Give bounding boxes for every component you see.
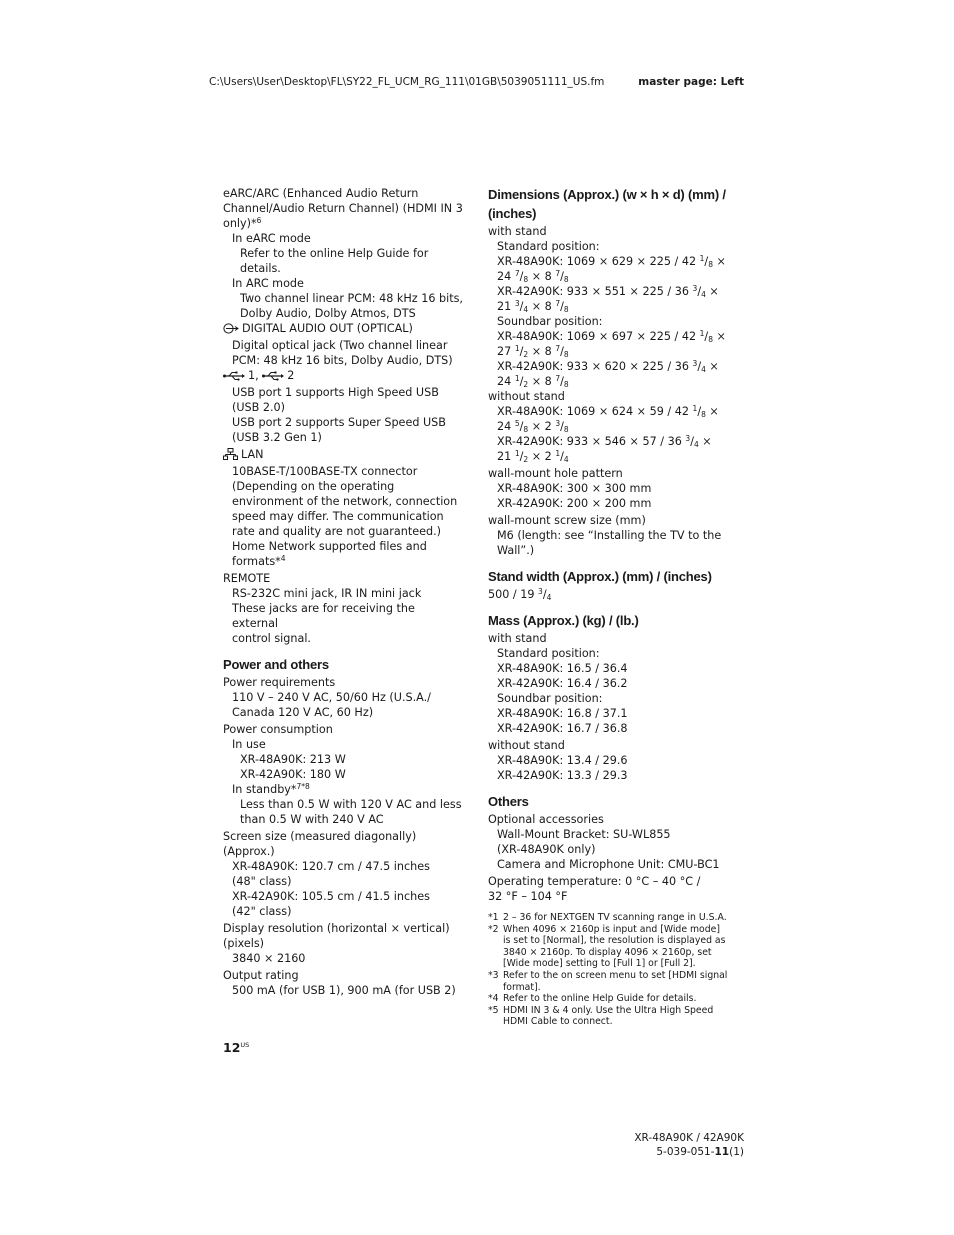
lan-desc-3: environment of the network, connection — [232, 495, 458, 508]
footnote: *5 HDMI IN 3 & 4 only. Use the Ultra High Speed HDMI Cable to connect. — [488, 1004, 714, 1028]
optical-label-row: DIGITAL AUDIO OUT (OPTICAL) — [223, 321, 463, 338]
dim-sb-42-b: 24 $^1/_2 \times 8$ $^7/_8$ — [497, 374, 569, 389]
page-number: $12^{US}$ — [223, 1040, 250, 1055]
power-req-1: 110 V – 240 V AC, 50/60 Hz (U.S.A./ — [232, 691, 431, 704]
footnote-ref: 7*8 — [296, 782, 310, 791]
arc-mode: In ARC mode — [232, 277, 304, 290]
standby-desc-1: Less than 0.5 W with 120 V AC and less — [240, 798, 462, 811]
power-42: XR-42A90K: 180 W — [240, 768, 346, 781]
mass-with-stand: with stand — [488, 632, 547, 645]
mass-without-stand: without stand — [488, 739, 565, 752]
dim-ws-48-a: XR-48A90K: 1069 × 624 × 59 / 42 $^1/_8$ × — [497, 404, 719, 419]
remote-desc-3: control signal. — [232, 632, 311, 645]
usb-label-row: 1, 2 — [223, 368, 463, 385]
usb-desc-1: USB port 1 supports High Speed USB — [232, 386, 439, 399]
screen-size-label: Screen size (measured diagonally) (Approx.) — [223, 830, 417, 858]
dim-sb-48-a: XR-48A90K: 1069 × 697 × 225 / 42 $^1/_8$ × — [497, 329, 726, 344]
screen-48-a: XR-48A90K: 120.7 cm / 47.5 inches — [232, 860, 430, 873]
power-48: XR-48A90K: 213 W — [240, 753, 346, 766]
output-rating-label: Output rating — [223, 969, 299, 982]
dim-ws-42-a: XR-42A90K: 933 × 546 × 57 / 36 $^3/_4$ × — [497, 434, 712, 449]
file-path: C:\Users\User\Desktop\FL\SY22_FL_UCM_RG_111\01GB\5039051111_US.fm — [209, 76, 605, 88]
wall-screw-label: wall-mount screw size (mm) — [488, 514, 646, 527]
footer-models: XR-48A90K / 42A90K — [634, 1132, 744, 1144]
lan-desc-7: formats*$^4$ — [232, 554, 286, 568]
display-res-1: Display resolution (horizontal × vertical) — [223, 922, 450, 935]
power-req-2: Canada 120 V AC, 60 Hz) — [232, 706, 374, 719]
lan-desc-5: rate and quality are not guaranteed.) — [232, 525, 442, 538]
earc-mode: In eARC mode — [232, 232, 311, 245]
dim-std-42-a: XR-42A90K: 933 × 551 × 225 / 36 $^3/_4$ × — [497, 284, 719, 299]
lan-desc-6: Home Network supported files and — [232, 540, 427, 553]
usb-icon — [262, 370, 284, 385]
usb-desc-3: USB port 2 supports Super Speed USB — [232, 416, 446, 429]
without-stand-label: without stand — [488, 390, 565, 403]
mass-ws-42: XR-42A90K: 13.3 / 29.3 — [497, 769, 628, 782]
wall-screw-2: Wall”.) — [497, 544, 535, 557]
lan-label-row: LAN — [223, 447, 463, 464]
mass-soundbar-label: Soundbar position: — [497, 692, 603, 705]
mass-sb-42: XR-42A90K: 16.7 / 36.8 — [497, 722, 628, 735]
wall-hole-label: wall-mount hole pattern — [488, 467, 623, 480]
footnote: *3 Refer to the on screen menu to set [HDMI signal format]. — [488, 969, 728, 993]
dim-std-42-b: 21 $^3/_4 \times 8$ $^7/_8$ — [497, 299, 569, 314]
lan-desc-1: 10BASE-T/100BASE-TX connector — [232, 465, 418, 478]
earc-title-3: only)*$^6$ — [223, 216, 262, 230]
footer-info — [634, 1131, 744, 1159]
dim-ws-42-b: 21 $^1/_2 \times 2$ $^1/_4$ — [497, 449, 569, 464]
power-in-use: In use — [232, 738, 266, 751]
output-rating-value: 500 mA (for USB 1), 900 mA (for USB 2) — [232, 984, 456, 997]
remote-desc-2: These jacks are for receiving the external — [232, 602, 415, 630]
optical-desc-1: Digital optical jack (Two channel linear — [232, 339, 448, 352]
power-req-label: Power requirements — [223, 676, 336, 689]
footnote: *2 When 4096 × 2160p is input and [Wide mode] is set to [Normal], the resolution is displayed as 3840 × 2160p. To display 4096 × 2160p, set [Wide mode] setting to [Full 1] or [Full 2]. — [488, 923, 726, 970]
dim-sb-48-b: 27 $^1/_2 \times 8$ $^7/_8$ — [497, 344, 569, 359]
standby-desc-2: than 0.5 W with 240 V AC — [240, 813, 384, 826]
footnote-ref: 6 — [256, 216, 262, 225]
mass-std-42: XR-42A90K: 16.4 / 36.2 — [497, 677, 628, 690]
arc-mode-desc-1: Two channel linear PCM: 48 kHz 16 bits, — [240, 292, 463, 305]
earc-title-2: Channel/Audio Return Channel) (HDMI IN 3 — [223, 202, 463, 215]
power-heading: Power and others — [223, 657, 329, 672]
stand-width-heading: Stand width (Approx.) (mm) / (inches) — [488, 569, 712, 584]
with-stand-label: with stand — [488, 225, 547, 238]
operating-temp-2: 32 °F – 104 °F — [488, 890, 568, 903]
lan-desc-4: speed may differ. The communication — [232, 510, 444, 523]
standard-position-label: Standard position: — [497, 240, 600, 253]
mass-sb-48: XR-48A90K: 16.8 / 37.1 — [497, 707, 628, 720]
dim-std-48-b: 24 $^7/_8 \times 8$ $^7/_8$ — [497, 269, 569, 284]
dim-sb-42-a: XR-42A90K: 933 × 620 × 225 / 36 $^3/_4$ × — [497, 359, 719, 374]
wall-screw-1: M6 (length: see “Installing the TV to the — [497, 529, 722, 542]
soundbar-position-label: Soundbar position: — [497, 315, 603, 328]
others-heading: Others — [488, 794, 529, 809]
dimensions-heading-2: (inches) — [488, 206, 537, 221]
footnotes — [488, 912, 728, 1028]
accessory-2: (XR-48A90K only) — [497, 843, 596, 856]
lan-desc-2: (Depending on the operating — [232, 480, 395, 493]
usb-desc-4: (USB 3.2 Gen 1) — [232, 431, 322, 444]
earc-mode-desc-1: Refer to the online Help Guide for — [240, 247, 429, 260]
screen-42-a: XR-42A90K: 105.5 cm / 41.5 inches — [232, 890, 430, 903]
lan-icon — [223, 448, 238, 464]
power-cons-label: Power consumption — [223, 723, 333, 736]
optional-accessories-label: Optional accessories — [488, 813, 604, 826]
operating-temp-1: Operating temperature: 0 °C – 40 °C / — [488, 875, 701, 888]
optical-out-icon — [223, 323, 239, 338]
accessory-3: Camera and Microphone Unit: CMU-BC1 — [497, 858, 720, 871]
remote-label: REMOTE — [223, 572, 271, 585]
earc-title-1: eARC/ARC (Enhanced Audio Return — [223, 187, 419, 200]
footnote: *1 2 – 36 for NEXTGEN TV scanning range in U.S.A. — [488, 912, 727, 923]
screen-48-b: (48" class) — [232, 875, 292, 888]
screen-42-b: (42" class) — [232, 905, 292, 918]
master-page-label: master page: Left — [638, 76, 744, 88]
dim-ws-48-b: 24 $^5/_8 \times 2$ $^3/_8$ — [497, 419, 569, 434]
arc-mode-desc-2: Dolby Audio, Dolby Atmos, DTS — [240, 307, 416, 320]
power-standby: In standby*$^{7*8}$ — [232, 782, 310, 796]
footnote: *4 Refer to the online Help Guide for details. — [488, 993, 697, 1005]
display-res-value: 3840 × 2160 — [232, 952, 306, 965]
remote-desc-1: RS-232C mini jack, IR IN mini jack — [232, 587, 422, 600]
display-res-2: (pixels) — [223, 937, 265, 950]
dimensions-heading-1: Dimensions (Approx.) (w × h × d) (mm) / — [488, 187, 726, 202]
accessory-1: Wall-Mount Bracket: SU-WL855 — [497, 828, 671, 841]
footer-code: 5-039-051-11(1) — [656, 1146, 744, 1158]
mass-ws-48: XR-48A90K: 13.4 / 29.6 — [497, 754, 628, 767]
dim-std-48-a: XR-48A90K: 1069 × 629 × 225 / 42 $^1/_8$ × — [497, 254, 726, 269]
footnote-ref: 4 — [280, 554, 286, 563]
left-column — [223, 186, 463, 998]
usb-icon — [223, 370, 245, 385]
stand-width-value: 500 / 19 $^3/_4$ — [488, 587, 552, 602]
mass-std-48: XR-48A90K: 16.5 / 36.4 — [497, 662, 628, 675]
wall-hole-48: XR-48A90K: 300 × 300 mm — [497, 482, 652, 495]
wall-hole-42: XR-42A90K: 200 × 200 mm — [497, 497, 652, 510]
mass-heading: Mass (Approx.) (kg) / (lb.) — [488, 613, 639, 628]
usb-desc-2: (USB 2.0) — [232, 401, 286, 414]
right-column — [488, 186, 728, 1028]
optical-desc-2: PCM: 48 kHz 16 bits, Dolby Audio, DTS) — [232, 354, 453, 367]
earc-mode-desc-2: details. — [240, 262, 281, 275]
mass-standard-label: Standard position: — [497, 647, 600, 660]
